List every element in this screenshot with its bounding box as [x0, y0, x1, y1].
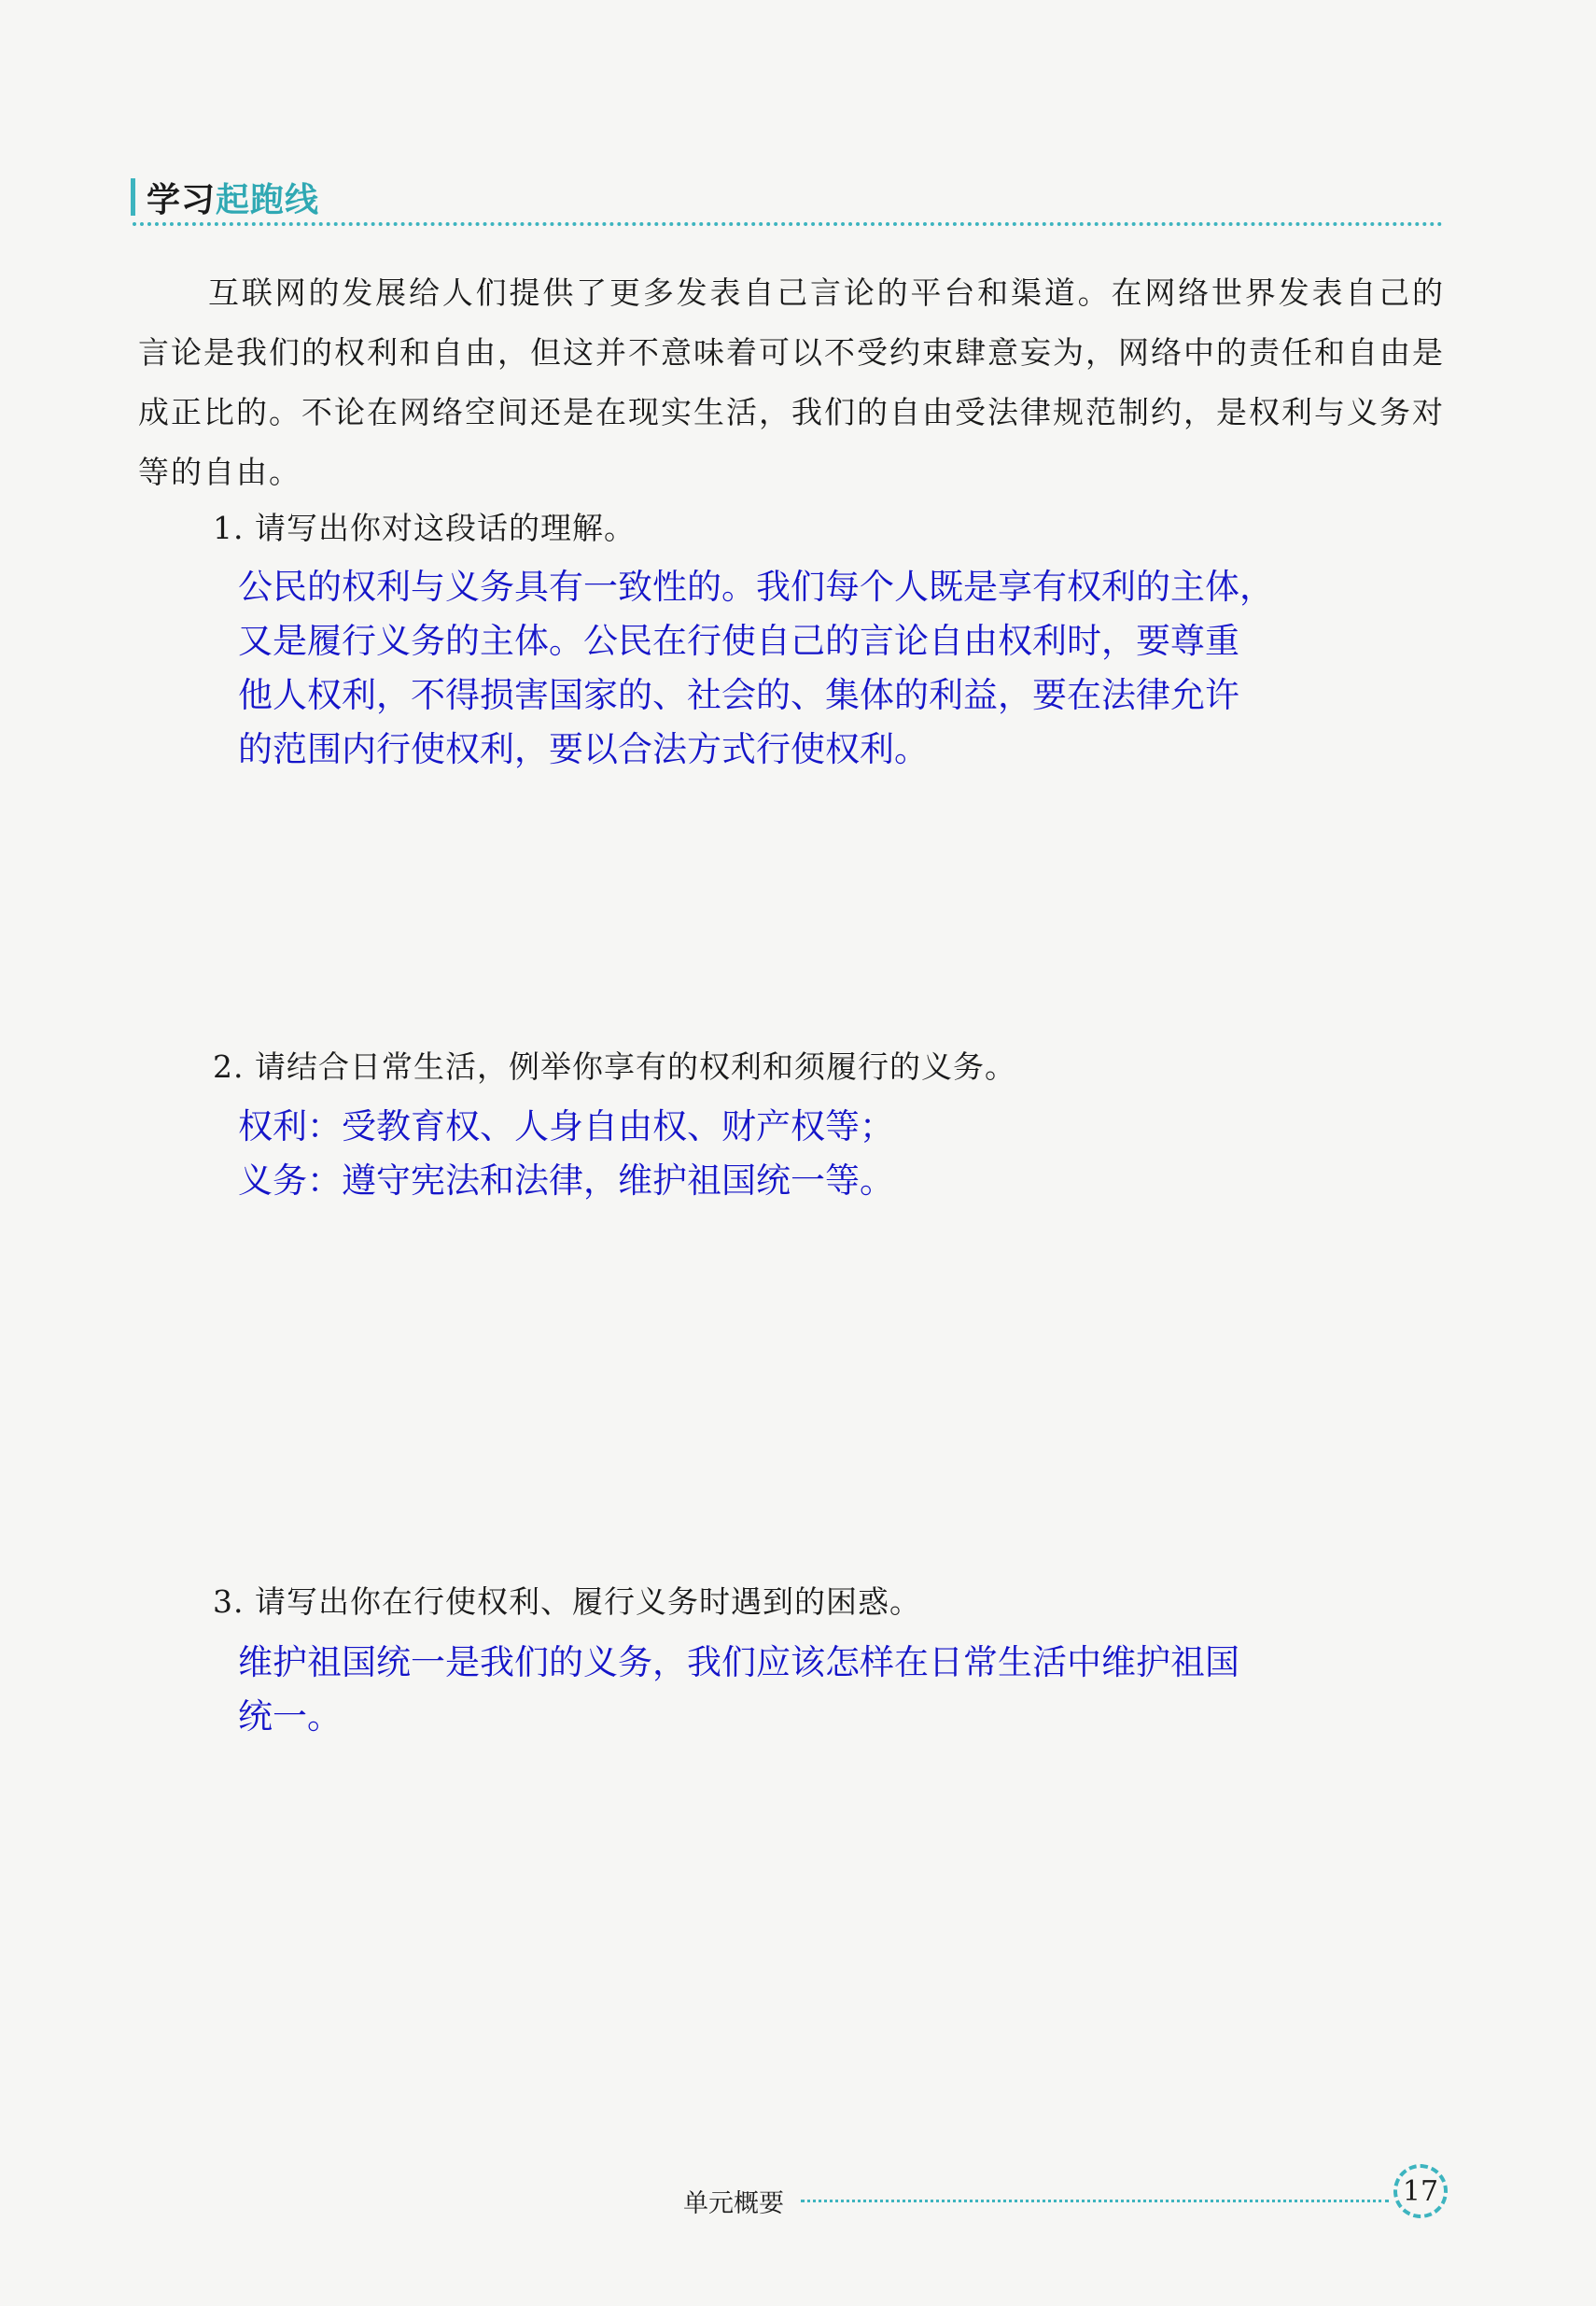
section-header [131, 176, 319, 218]
answer-3 [238, 1636, 1367, 1744]
footer-unit-label: 单元概要 [683, 2189, 784, 2218]
answer-line: 统一。 [238, 1696, 342, 1737]
answer-line: 的范围内行使权利，要以合法方式行使权利。 [238, 729, 929, 769]
question-1-prompt: 1. 请写出你对这段话的理解。 [213, 510, 636, 546]
section-title [147, 174, 319, 221]
section-divider [133, 222, 1443, 226]
answer-line: 维护祖国统一是我们的义务，我们应该怎样在日常生活中维护祖国 [238, 1642, 1239, 1682]
question-3-prompt: 3. 请写出你在行使权利、履行义务时遇到的困惑。 [213, 1583, 921, 1620]
footer-dotted-leader [801, 2200, 1389, 2202]
answer-2 [238, 1100, 1367, 1208]
section-title-part2: 起跑线 [216, 180, 320, 219]
page-number: 17 [1393, 2164, 1448, 2218]
answer-line: 公民的权利与义务具有一致性的。我们每个人既是享有权利的主体， [238, 567, 1274, 607]
section-header-bar [131, 178, 135, 216]
answer-line: 义务：遵守宪法和法律，维护祖国统一等。 [238, 1160, 894, 1201]
answer-1 [238, 560, 1367, 777]
intro-paragraph: 互联网的发展给人们提供了更多发表自己言论的平台和渠道。在网络世界发表自己的言论是我们的权利和自由，但这并不意味着可以不受约束肆意妄为，网络中的责任和自由是成正比的。不论在网络空间还是在现实生活，我们的自由受法律规范制约，是权利与义务对等的自由。 [138, 274, 1445, 490]
answer-line: 又是履行义务的主体。公民在行使自己的言论自由权利时，要尊重 [238, 621, 1239, 661]
answer-line: 权利：受教育权、人身自由权、财产权等； [238, 1106, 894, 1146]
answer-line: 他人权利，不得损害国家的、社会的、集体的利益，要在法律允许 [238, 675, 1239, 715]
section-title-part1: 学习 [147, 180, 217, 219]
question-2-prompt: 2. 请结合日常生活，例举你享有的权利和须履行的义务。 [213, 1048, 1016, 1085]
